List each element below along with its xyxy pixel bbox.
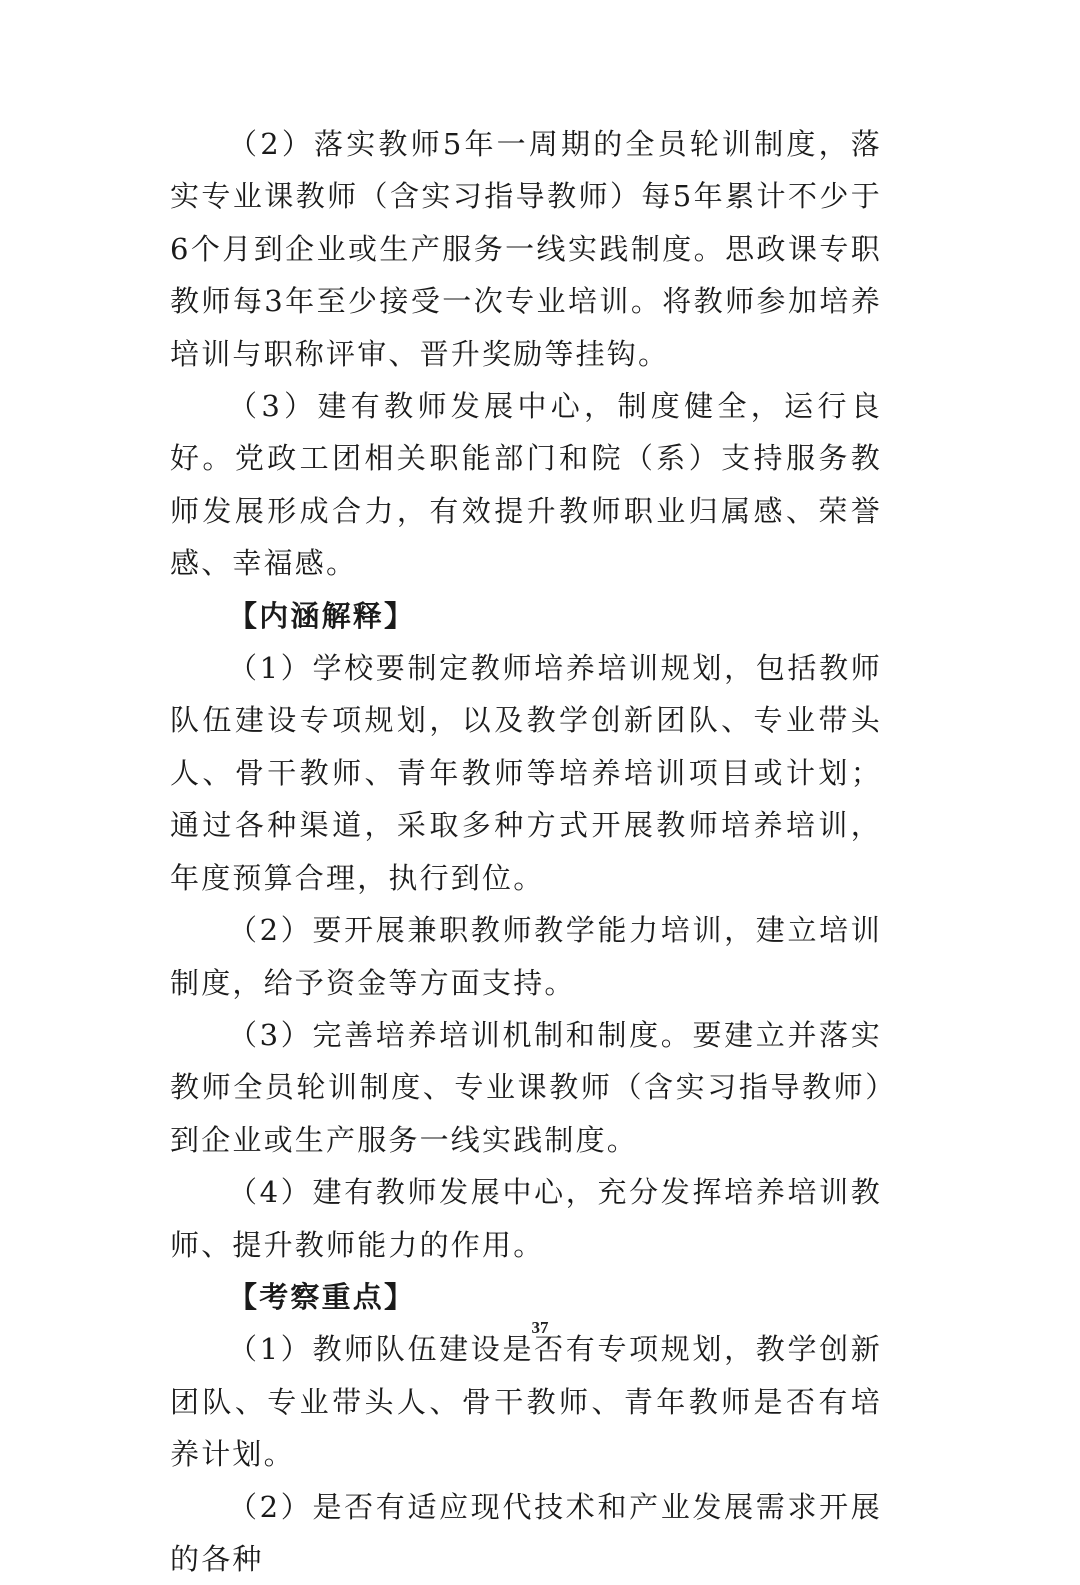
paragraph-item-2-teacher-rotation-training: （2）落实教师5年一周期的全员轮训制度，落实专业课教师（含实习指导教师）每5年累计不少于6个月到企业或生产服务一线实践制度。思政课专职教师每3年至少接受一次专业培训。将教师参加培养培训与职称评审、晋升奖励等挂钩。 (170, 127, 882, 371)
section-heading-connotation-explanation: 【内涵解释】 (228, 598, 416, 633)
paragraph-inspection-1: （1）教师队伍建设是否有专项规划，教学创新团队、专业带头人、骨干教师、青年教师是否有培养计划。 (170, 1332, 882, 1472)
paragraph-explanation-4: （4）建有教师发展中心，充分发挥培养培训教师、提升教师能力的作用。 (170, 1175, 882, 1262)
section-heading-inspection-focus: 【考察重点】 (228, 1279, 416, 1314)
paragraph-explanation-3: （3）完善培养培训机制和制度。要建立并落实教师全员轮训制度、专业课教师（含实习指导教师）到企业或生产服务一线实践制度。 (170, 1017, 882, 1157)
page-number: 37 (531, 1318, 549, 1337)
paragraph-explanation-2: （2）要开展兼职教师教学能力培训，建立培训制度，给予资金等方面支持。 (170, 913, 882, 1000)
paragraph-explanation-1: （1）学校要制定教师培养培训规划，包括教师队伍建设专项规划，以及教学创新团队、专业带头人、骨干教师、青年教师等培养培训项目或计划；通过各种渠道，采取多种方式开展教师培养培训，年度预算合理，执行到位。 (170, 651, 882, 895)
body-text (170, 118, 882, 1585)
paragraph-item-3-teacher-development-center: （3）建有教师发展中心，制度健全，运行良好。党政工团相关职能部门和院（系）支持服务教师发展形成合力，有效提升教师职业归属感、荣誉感、幸福感。 (170, 389, 882, 581)
paragraph-inspection-2: （2）是否有适应现代技术和产业发展需求开展的各种 (170, 1489, 882, 1576)
